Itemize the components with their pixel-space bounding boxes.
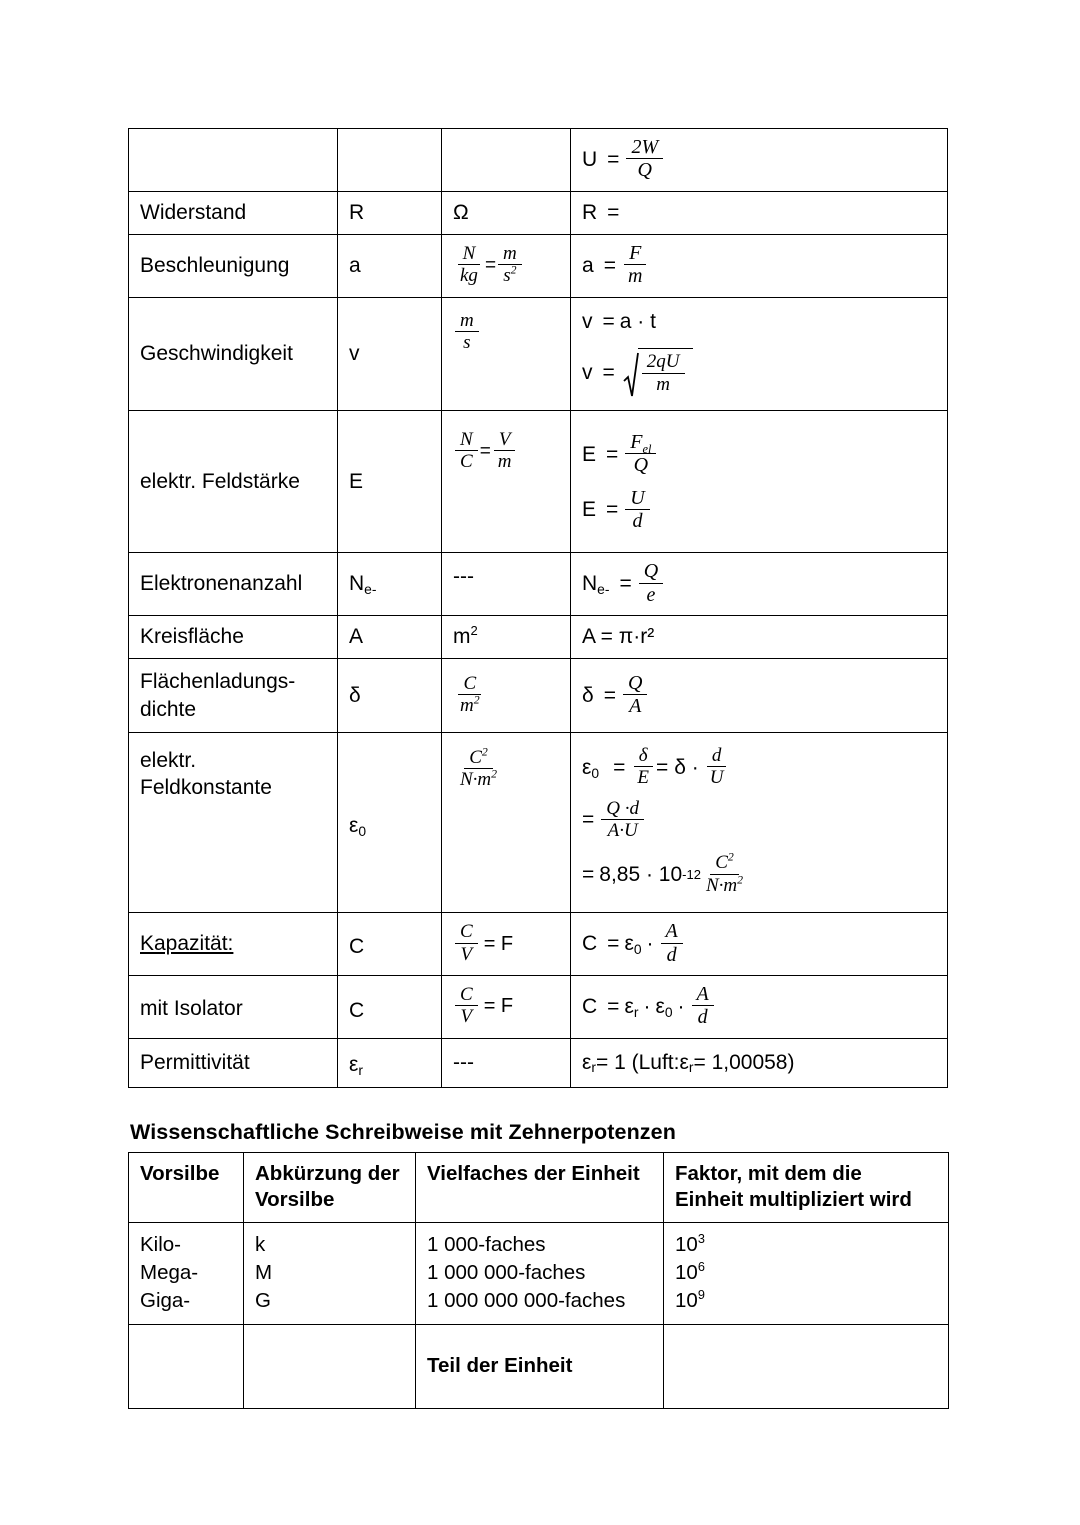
fraction-numerator: $C^2$: [464, 748, 493, 769]
quantity-name: Kapazität:: [129, 913, 338, 976]
formula-operator-2: ·: [677, 994, 685, 1018]
quantity-symbol: δ: [338, 659, 442, 733]
formula-lhs: δ: [582, 683, 594, 707]
prefix-footer-faktor: [664, 1325, 949, 1409]
prefix-section-title: Wissenschaftliche Schreibweise mit Zehnerpotenzen: [130, 1120, 676, 1144]
fraction-numerator: N: [455, 430, 478, 451]
fraction: [642, 352, 685, 394]
quantity-symbol: A: [338, 616, 442, 659]
fraction-numerator: C: [455, 922, 478, 943]
fraction-numerator: U: [625, 488, 649, 510]
fraction-denominator: d: [666, 943, 677, 966]
formula-lhs: U: [582, 147, 598, 171]
formula-equals: =: [607, 931, 620, 955]
quantity-name: mit Isolator: [129, 975, 338, 1038]
formula-lhs: E: [582, 442, 597, 466]
prefix-footer-abkuerzung: [244, 1325, 416, 1409]
formula-text: ε $_r$ = 1 (Luft: ε $_r$ = 1,00058): [582, 1050, 795, 1075]
fraction-denominator: C: [460, 451, 473, 473]
fraction: [455, 311, 479, 353]
quantity-unit: ---: [442, 553, 571, 616]
fraction: [455, 922, 478, 964]
fraction-denominator: V: [460, 1006, 473, 1028]
table-row: [129, 297, 948, 410]
fraction-numerator: m: [498, 244, 522, 265]
quantity-name: Kreisfläche: [129, 616, 338, 659]
quantity-formula: [571, 975, 948, 1038]
fraction-denominator: $s^2$: [503, 263, 517, 287]
formula-equals: =: [603, 253, 616, 277]
formula-equals: =: [607, 200, 620, 224]
radical-icon: [623, 348, 639, 398]
fraction: [455, 985, 478, 1027]
quantities-table-wrapper: [128, 128, 947, 1088]
fraction: [639, 561, 663, 605]
fraction-numerator: A: [692, 984, 714, 1006]
fraction-denominator: E: [637, 767, 649, 789]
formula-lhs: a: [582, 253, 594, 277]
table-row: [129, 410, 948, 553]
formula-equals: =: [613, 755, 626, 779]
quantity-name: Beschleunigung: [129, 234, 338, 297]
formula-lhs: R: [582, 200, 598, 224]
formula-lhs: $N_{e-}$: [582, 572, 610, 598]
fraction-denominator: Q: [633, 454, 649, 477]
quantity-name: Widerstand: [129, 191, 338, 234]
fraction-numerator: A: [661, 921, 683, 943]
fraction-numerator: V: [494, 430, 516, 451]
quantity-symbol: [338, 129, 442, 192]
quantity-unit: $m^2$: [442, 616, 571, 659]
fraction: [498, 244, 522, 286]
fraction-denominator: $N\cdot m^2$: [705, 873, 744, 896]
fraction-numerator: $F_{el}$: [625, 432, 656, 454]
quantity-name: Permittivität: [129, 1038, 338, 1087]
formula-coefficient: $\varepsilon_0$: [624, 931, 642, 957]
quantity-symbol: a: [338, 234, 442, 297]
fraction: [625, 432, 656, 476]
formula-factor: δ ·: [674, 755, 699, 779]
square-root: [623, 348, 693, 398]
fraction-numerator: 2qU: [642, 352, 685, 373]
table-row: [129, 1223, 949, 1325]
quantity-symbol: $\varepsilon_0$: [338, 732, 442, 912]
fraction-numerator: $C^2$: [710, 853, 739, 874]
fraction-numerator: Q ·d: [601, 799, 644, 820]
table-row: [129, 913, 948, 976]
quantity-unit: [442, 234, 571, 297]
fraction-numerator: d: [707, 746, 727, 767]
fraction-denominator: m: [497, 451, 512, 473]
formula-equals: =: [582, 808, 595, 832]
formula-lhs: v: [582, 360, 593, 384]
table-row: [129, 129, 948, 192]
formula-lhs: $\varepsilon_0$: [582, 755, 600, 781]
fraction-denominator: s: [463, 332, 471, 354]
formula-coefficient-2: $\varepsilon_0$: [655, 994, 673, 1020]
quantity-unit: [442, 659, 571, 733]
formula-equals: =: [606, 498, 619, 522]
fraction-denominator: $N\cdot m^2$: [460, 767, 498, 791]
fraction-denominator: U: [709, 767, 724, 789]
formula-coefficient-1: $\varepsilon_r$: [624, 994, 639, 1020]
fraction: [623, 243, 647, 287]
prefix-abbreviations: k M G: [244, 1223, 416, 1325]
quantity-symbol: E: [338, 410, 442, 553]
quantity-name: Elektronenanzahl: [129, 553, 338, 616]
quantity-formula: [571, 616, 948, 659]
unit-equals: = F: [483, 995, 514, 1018]
prefix-factors: $10^3$ $10^6$ $10^9$: [664, 1223, 949, 1325]
quantity-formula: [571, 913, 948, 976]
quantity-symbol: $\varepsilon_r$: [338, 1038, 442, 1087]
prefix-footer-vorsilbe: [129, 1325, 244, 1409]
formula-lhs: C: [582, 931, 598, 955]
unit-equals: =: [479, 440, 491, 462]
fraction: [455, 430, 478, 472]
formula-equals: =: [606, 442, 619, 466]
quantity-formula: [571, 234, 948, 297]
fraction: [455, 674, 485, 716]
fraction-denominator: Q: [637, 159, 652, 182]
prefix-table-wrapper: [128, 1152, 948, 1409]
fraction: [661, 921, 683, 965]
quantity-formula: [571, 410, 948, 553]
quantity-unit: [442, 732, 571, 912]
fraction: [601, 799, 644, 841]
table-row: [129, 553, 948, 616]
fraction-numerator: C: [455, 985, 478, 1006]
quantity-unit: [442, 975, 571, 1038]
formula-lhs: v: [582, 309, 593, 333]
quantity-symbol: C: [338, 913, 442, 976]
quantity-unit: [442, 297, 571, 410]
formula-equals: =: [619, 572, 632, 596]
fraction-denominator: d: [697, 1006, 708, 1029]
formula-rhs: a · t: [619, 309, 656, 333]
formula-lhs: C: [582, 994, 598, 1018]
formula-equals: =: [582, 863, 595, 887]
quantity-formula: [571, 553, 948, 616]
fraction-denominator: V: [460, 943, 473, 965]
quantity-formula: [571, 297, 948, 410]
table-row: [129, 732, 948, 912]
quantity-formula: [571, 1038, 948, 1087]
quantity-symbol: C: [338, 975, 442, 1038]
prefix-footer-multiple: Teil der Einheit: [416, 1325, 664, 1409]
fraction-numerator: m: [455, 311, 479, 332]
quantities-table: [128, 128, 948, 1088]
formula-equals: =: [602, 360, 615, 384]
fraction: [692, 984, 714, 1028]
fraction-numerator: Q: [639, 561, 663, 583]
quantity-name: elektr. Feldstärke: [129, 410, 338, 553]
quantity-unit: Ω: [442, 191, 571, 234]
fraction-denominator: m: [627, 265, 643, 288]
prefix-multiples: 1 000-faches 1 000 000-faches 1 000 000 000-faches: [416, 1223, 664, 1325]
fraction-denominator: m: [656, 373, 670, 395]
quantity-symbol: v: [338, 297, 442, 410]
prefix-names: Kilo- Mega- Giga-: [129, 1223, 244, 1325]
column-header-abkuerzung: Abkürzung der Vorsilbe: [244, 1153, 416, 1223]
table-row: [129, 616, 948, 659]
quantity-unit: [442, 129, 571, 192]
quantity-formula: [571, 129, 948, 192]
fraction-numerator: Q: [623, 673, 647, 695]
table-row: [129, 975, 948, 1038]
fraction: [623, 673, 647, 717]
fraction-numerator: 2W: [626, 137, 663, 159]
formula-operator-1: ·: [643, 994, 651, 1018]
column-header-faktor: Faktor, mit dem die Einheit multipliziert wird: [664, 1153, 949, 1223]
fraction-numerator: F: [624, 243, 646, 265]
quantity-formula: $\varepsilon_0$ = $\frac{\delta}{E}$ = δ · $\frac{d}{U}$ = $\frac{Q \cdot d}{A\cdot U}$ = 8,85 · 10 -12 $\frac{C^2}{N\cdot m^2}$: [571, 732, 948, 912]
quantity-symbol: R: [338, 191, 442, 234]
table-header-row: [129, 1153, 949, 1223]
table-row: [129, 234, 948, 297]
formula-equals: =: [602, 309, 615, 333]
quantity-unit: [442, 913, 571, 976]
formula-equals: =: [607, 994, 620, 1018]
fraction-denominator: A: [629, 695, 642, 718]
table-row: [129, 659, 948, 733]
quantity-unit: ---: [442, 1038, 571, 1087]
table-row: [129, 1038, 948, 1087]
prefix-table: [128, 1152, 949, 1409]
formula-equals: =: [603, 683, 616, 707]
fraction: [625, 488, 649, 532]
fraction: [455, 745, 502, 791]
fraction-numerator: δ: [634, 746, 653, 767]
fraction-denominator: kg: [460, 265, 478, 287]
fraction: [701, 853, 748, 895]
fraction: [493, 430, 517, 472]
fraction: [626, 137, 663, 181]
formula-text: A = π·r²: [582, 625, 655, 649]
fraction-denominator: e: [646, 583, 656, 606]
column-header-vorsilbe: Vorsilbe: [129, 1153, 244, 1223]
formula-equals-2: =: [655, 755, 669, 779]
fraction-denominator: $m^2$: [460, 693, 480, 717]
quantity-formula: [571, 659, 948, 733]
quantity-name: Flächenladungs- dichte: [129, 659, 338, 733]
column-header-vielfaches: Vielfaches der Einheit: [416, 1153, 664, 1223]
quantity-name: elektr. Feldkonstante: [129, 732, 338, 912]
fraction-denominator: A·U: [607, 820, 638, 842]
unit-equals: = F: [483, 932, 514, 955]
fraction-numerator: N: [458, 244, 481, 265]
table-row: [129, 1325, 949, 1409]
fraction: [455, 244, 483, 286]
radicand: [638, 348, 693, 398]
formula-value: 8,85 · 10: [599, 863, 683, 887]
formula-operator: ·: [646, 931, 654, 955]
formula-lhs: E: [582, 498, 597, 522]
fraction-numerator: C: [458, 674, 481, 695]
quantity-symbol: $N_{e-}$: [338, 553, 442, 616]
formula-equals: =: [607, 147, 620, 171]
unit-equals: =: [484, 254, 497, 276]
fraction: [632, 746, 654, 788]
quantity-name: Geschwindigkeit: [129, 297, 338, 410]
fraction: [705, 746, 729, 788]
quantity-name: [129, 129, 338, 192]
quantity-unit: [442, 410, 571, 553]
fraction-denominator: d: [632, 510, 643, 533]
quantity-formula: [571, 191, 948, 234]
table-row: [129, 191, 948, 234]
